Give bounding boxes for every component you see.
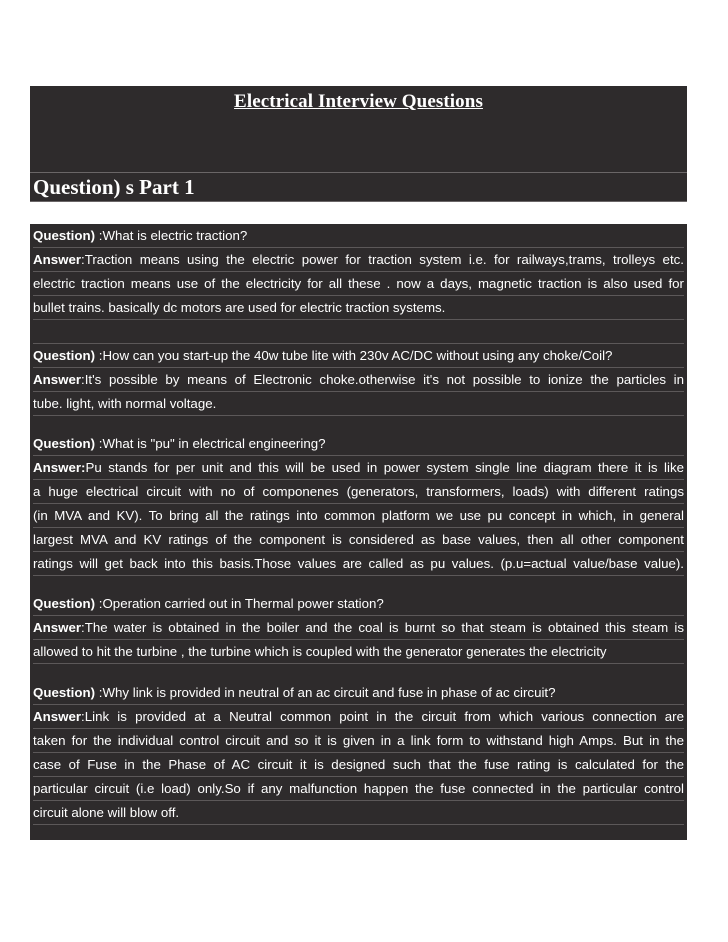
question-text: :What is electric traction? bbox=[95, 228, 248, 243]
question-label: Question) bbox=[33, 436, 96, 451]
answer-text: :The water is obtained in the boiler and the coal is burnt so that steam is obtained this steam is bbox=[81, 620, 684, 635]
document-header bbox=[30, 86, 687, 202]
answer-3-line-2: a huge electrical circuit with no of componenes (generators, transformers, loads) with different ratings bbox=[33, 480, 684, 504]
answer-text: Pu stands for per unit and this will be used in power system single line diagram there it is like bbox=[85, 460, 684, 475]
answer-1-line-2: electric traction means use of the electricity for all these . now a days, magnetic traction is also used for bbox=[33, 272, 684, 296]
answer-text: :Link is provided at a Neutral common point in the circuit from which various connection are bbox=[81, 709, 684, 724]
question-text: :How can you start-up the 40w tube lite with 230v AC/DC without using any choke/Coil? bbox=[95, 348, 613, 363]
answer-label: Answer bbox=[33, 372, 82, 387]
answer-5-line-1 bbox=[33, 705, 684, 729]
answer-label: Answer bbox=[33, 709, 82, 724]
spacer-row bbox=[33, 320, 684, 344]
answer-text: :Traction means using the electric power for traction system i.e. for railways,trams, trolleys etc. bbox=[81, 252, 684, 267]
question-5 bbox=[33, 681, 684, 705]
answer-5-line-5: circuit alone will blow off. bbox=[33, 801, 684, 825]
page-title: Electrical Interview Questions bbox=[234, 91, 483, 112]
question-4 bbox=[33, 592, 684, 616]
section-heading: Question) s Part 1 bbox=[33, 175, 195, 199]
question-text: :Operation carried out in Thermal power station? bbox=[95, 596, 384, 611]
answer-2-line-1 bbox=[33, 368, 684, 392]
question-3 bbox=[33, 432, 684, 456]
answer-5-line-4: particular circuit (i.e load) only.So if any malfunction happen the fuse connected in the particular control bbox=[33, 777, 684, 801]
answer-text: :It's possible by means of Electronic choke.otherwise it's not possible to ionize the particles in bbox=[81, 372, 684, 387]
question-text: :Why link is provided in neutral of an ac circuit and fuse in phase of ac circuit? bbox=[95, 685, 556, 700]
answer-3-line-3: (in MVA and KV). To bring all the ratings into common platform we use pu concept in which, in general bbox=[33, 504, 684, 528]
divider bbox=[30, 201, 687, 202]
answer-2-line-2: tube. light, with normal voltage. bbox=[33, 392, 684, 416]
answer-label: Answer: bbox=[33, 460, 86, 475]
question-label: Question) bbox=[33, 228, 96, 243]
qa-content bbox=[30, 224, 687, 840]
divider bbox=[30, 172, 687, 173]
answer-3-line-5: ratings will get back into this basis.Those values are called as pu values. (p.u=actual value/base value). bbox=[33, 552, 684, 576]
answer-1-line-1 bbox=[33, 248, 684, 272]
question-1 bbox=[33, 224, 684, 248]
answer-5-line-2: taken for the individual control circuit and so it is given in a link form to withstand high Amps. But in the bbox=[33, 729, 684, 753]
answer-5-line-3: case of Fuse in the Phase of AC circuit it is designed such that the fuse rating is calculated for the bbox=[33, 753, 684, 777]
answer-4-line-2: allowed to hit the turbine , the turbine which is coupled with the generator generates the electricity bbox=[33, 640, 684, 664]
answer-4-line-1 bbox=[33, 616, 684, 640]
question-label: Question) bbox=[33, 348, 96, 363]
answer-label: Answer bbox=[33, 620, 82, 635]
answer-3-line-1 bbox=[33, 456, 684, 480]
question-2 bbox=[33, 344, 684, 368]
question-text: :What is "pu" in electrical engineering? bbox=[95, 436, 326, 451]
question-label: Question) bbox=[33, 685, 96, 700]
answer-3-line-4: largest MVA and KV ratings of the component is considered as base values, then all other component bbox=[33, 528, 684, 552]
answer-label: Answer bbox=[33, 252, 82, 267]
question-label: Question) bbox=[33, 596, 96, 611]
answer-1-line-3: bullet trains. basically dc motors are used for electric traction systems. bbox=[33, 296, 684, 320]
